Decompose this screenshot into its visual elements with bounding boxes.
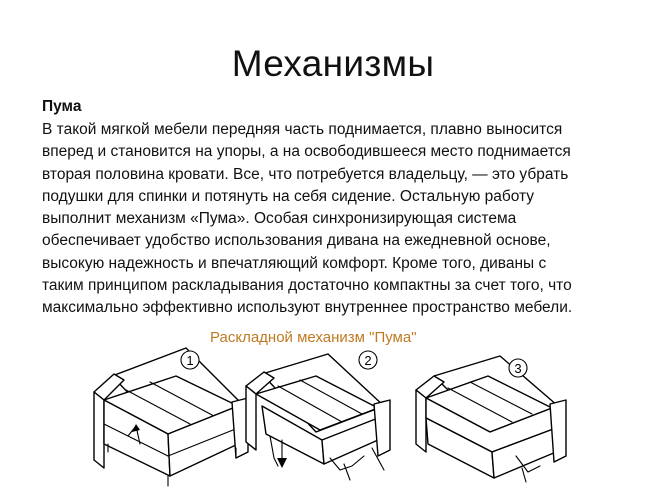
description-line: вперед и становится на упоры, а на освободившееся место поднимается [42,143,571,161]
mechanism-diagram-svg [0,340,666,500]
sofa-folded-illustration [94,348,248,486]
mechanism-diagram [0,340,666,500]
step-2-number: 2 [364,353,372,368]
description-line: обеспечивает удобство использования дивана на ежедневной основе, [42,232,551,250]
description-line: высокую надежность и впечатляющий комфорт. Кроме того, диваны с [42,254,547,272]
step-3-number: 3 [514,361,522,376]
step-1-marker [181,351,199,369]
step-2-marker [359,351,377,369]
sofa-unfolding-illustration [246,354,390,480]
sofa-unfolded-illustration [416,356,566,482]
step-3-marker [509,359,527,377]
description-line: таким принципом раскладывания достаточно компактны за счет того, что [42,277,572,295]
slide-title: Механизмы [231,43,435,84]
description-line: В такой мягкой мебели передняя часть поднимается, плавно выносится [42,121,563,138]
description-line: вторая половина кровати. Все, что потребуется владельцу, — это убрать [42,165,569,183]
mechanism-name: Пума [42,98,82,115]
description-line: выполнит механизм «Пума». Особая синхронизирующая система [42,210,517,228]
description-text [42,119,642,320]
step-1-number: 1 [186,353,194,368]
diagram-caption: Раскладной механизм "Пума" [210,329,417,346]
description-line: подушки для спинки и потянуть на себя сидение. Остальную работу [42,187,535,205]
description-line: максимально эффективно используют внутреннее пространство мебели. [42,299,573,317]
